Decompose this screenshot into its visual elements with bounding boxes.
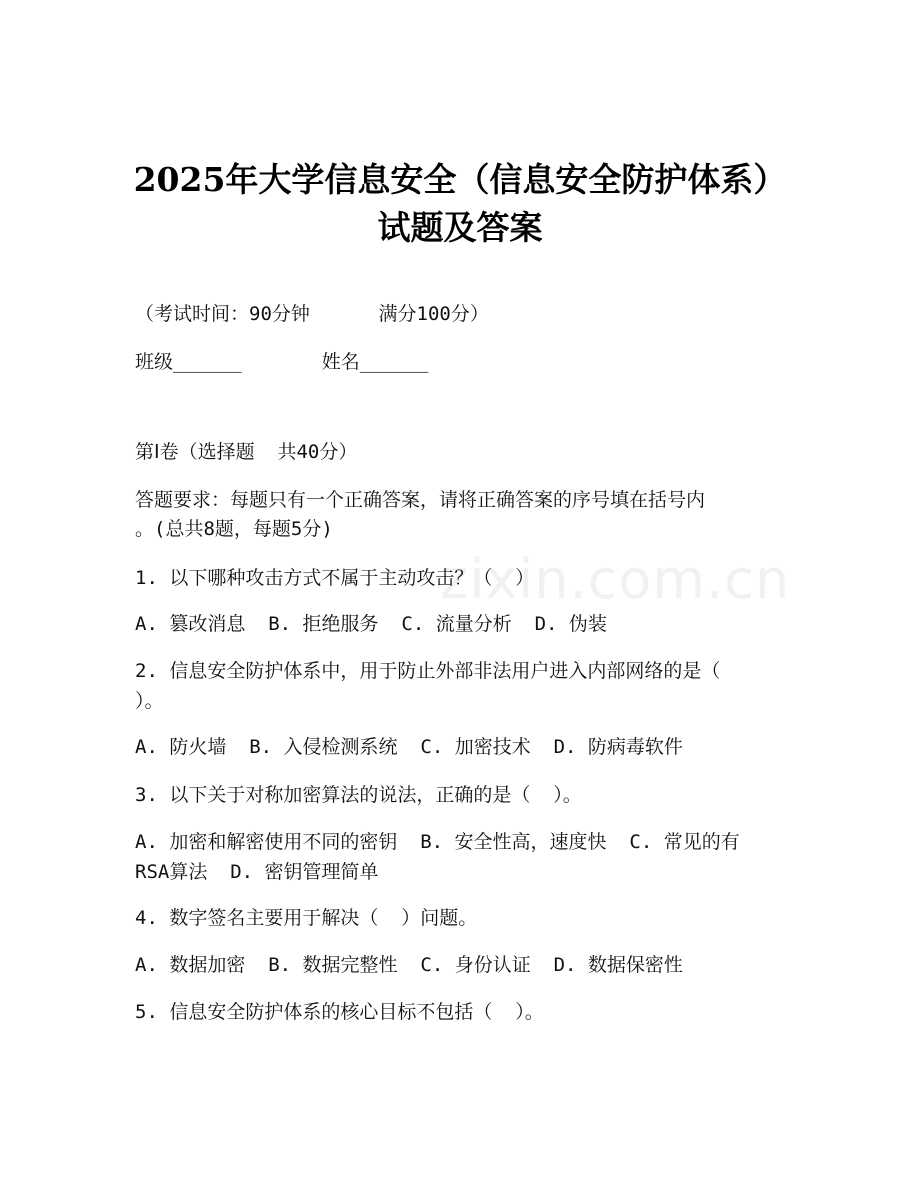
- watermark: zixin.com.cn: [440, 548, 791, 611]
- question-2-line-1: 2. 信息安全防护体系中，用于防止外部非法用户进入内部网络的是（: [135, 660, 721, 682]
- exam-info: （考试时间：90分钟 满分100分）: [135, 303, 489, 325]
- question-1: 1. 以下哪种攻击方式不属于主动攻击？（ ）: [135, 567, 535, 589]
- question-2-line-2: ）。: [135, 690, 164, 712]
- title-line-2: 试题及答案: [377, 208, 543, 247]
- instructions-line-1: 答题要求：每题只有一个正确答案，请将正确答案的序号填在括号内: [135, 489, 706, 511]
- question-1-options: A. 篡改消息 B. 拒绝服务 C. 流量分析 D. 伪装: [135, 613, 607, 635]
- question-3-options-line-1: A. 加密和解密使用不同的密钥 B. 安全性高，速度快 C. 常见的有: [135, 831, 740, 853]
- question-4-options: A. 数据加密 B. 数据完整性 C. 身份认证 D. 数据保密性: [135, 954, 683, 976]
- question-3: 3. 以下关于对称加密算法的说法，正确的是（ ）。: [135, 784, 582, 806]
- class-name-line: 班级______ 姓名______: [135, 351, 429, 373]
- title-line-1: 2025年大学信息安全（信息安全防护体系）: [133, 160, 787, 199]
- question-4: 4. 数字签名主要用于解决（ ）问题。: [135, 907, 478, 929]
- question-5: 5. 信息安全防护体系的核心目标不包括（ ）。: [135, 1001, 544, 1023]
- instructions-line-2: 。(总共8题，每题5分): [135, 518, 333, 540]
- question-2-options: A. 防火墙 B. 入侵检测系统 C. 加密技术 D. 防病毒软件: [135, 736, 683, 758]
- question-3-options-line-2: RSA算法 D. 密钥管理简单: [135, 861, 379, 883]
- section-heading: 第Ⅰ卷（选择题 共40分）: [135, 441, 358, 463]
